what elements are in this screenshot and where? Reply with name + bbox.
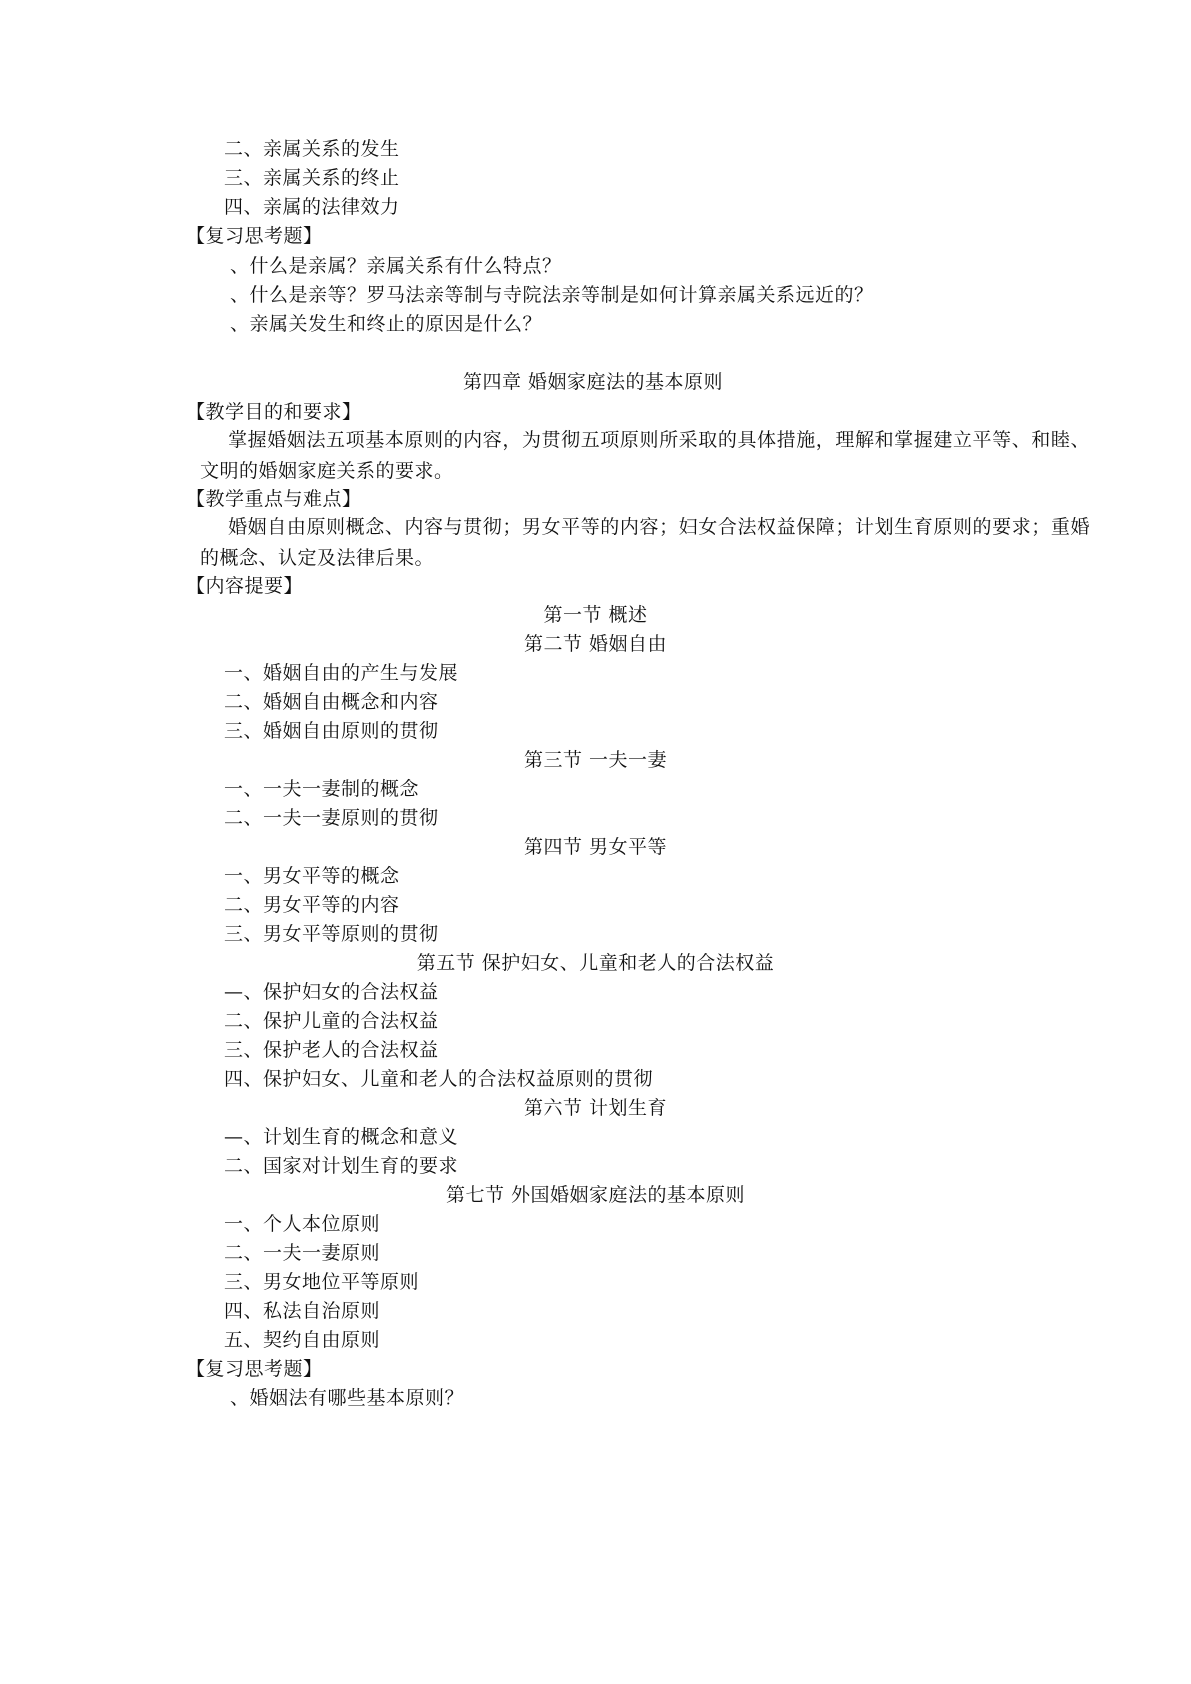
chapter-title: 第四章 婚姻家庭法的基本原则 xyxy=(463,371,724,393)
key-points-paragraph xyxy=(200,512,1090,574)
outline-heading: 【内容提要】 xyxy=(186,575,304,597)
section-title: 第七节 外国婚姻家庭法的基本原则 xyxy=(445,1184,746,1206)
list-item: 二、国家对计划生育的要求 xyxy=(224,1155,459,1177)
section-title: 第六节 计划生育 xyxy=(523,1097,668,1119)
list-item: 二、亲属关系的发生 xyxy=(224,138,400,160)
section-title: 第一节 概述 xyxy=(543,604,648,626)
review-question: 、什么是亲等？罗马法亲等制与寺院法亲等制是如何计算亲属关系远近的？ xyxy=(230,284,874,306)
key-points-heading: 【教学重点与难点】 xyxy=(186,488,362,510)
review-question: 、婚姻法有哪些基本原则？ xyxy=(230,1387,465,1409)
list-item: 二、保护儿童的合法权益 xyxy=(224,1010,439,1032)
review-heading: 【复习思考题】 xyxy=(186,225,323,247)
list-item: 四、保护妇女、儿童和老人的合法权益原则的贯彻 xyxy=(224,1068,654,1090)
list-item: 二、一夫一妻原则 xyxy=(224,1242,381,1264)
review-question: 、亲属关发生和终止的原因是什么？ xyxy=(230,313,543,335)
list-item: 三、男女地位平等原则 xyxy=(224,1271,420,1293)
list-item: 二、一夫一妻原则的贯彻 xyxy=(224,807,439,829)
section-title: 第二节 婚姻自由 xyxy=(523,633,668,655)
section-title: 第五节 保护妇女、儿童和老人的合法权益 xyxy=(416,952,775,974)
list-item: 二、男女平等的内容 xyxy=(224,894,400,916)
list-item: 一、男女平等的概念 xyxy=(224,865,400,887)
list-item: 一、个人本位原则 xyxy=(224,1213,381,1235)
list-item: 四、私法自治原则 xyxy=(224,1300,381,1322)
list-item: —、计划生育的概念和意义 xyxy=(224,1126,459,1148)
objectives-heading: 【教学目的和要求】 xyxy=(186,401,362,423)
key-points-text: 婚姻自由原则概念、内容与贯彻；男女平等的内容；妇女合法权益保障；计划生育原则的要求；重婚的概念、认定及法律后果。 xyxy=(200,516,1090,569)
list-item: 三、亲属关系的终止 xyxy=(224,167,400,189)
section-title: 第三节 一夫一妻 xyxy=(523,749,668,771)
list-item: 一、一夫一妻制的概念 xyxy=(224,778,420,800)
review-heading: 【复习思考题】 xyxy=(186,1358,323,1380)
list-item: 一、婚姻自由的产生与发展 xyxy=(224,662,459,684)
list-item: 三、男女平等原则的贯彻 xyxy=(224,923,439,945)
review-question: 、什么是亲属？亲属关系有什么特点？ xyxy=(230,255,562,277)
list-item: —、保护妇女的合法权益 xyxy=(224,981,439,1003)
objectives-text: 掌握婚姻法五项基本原则的内容，为贯彻五项原则所采取的具体措施，理解和掌握建立平等、和睦、文明的婚姻家庭关系的要求。 xyxy=(200,429,1090,482)
list-item: 二、婚姻自由概念和内容 xyxy=(224,691,439,713)
list-item: 四、亲属的法律效力 xyxy=(224,196,400,218)
objectives-paragraph xyxy=(200,425,1090,487)
list-item: 三、婚姻自由原则的贯彻 xyxy=(224,720,439,742)
list-item: 五、契约自由原则 xyxy=(224,1329,381,1351)
section-title: 第四节 男女平等 xyxy=(523,836,668,858)
list-item: 三、保护老人的合法权益 xyxy=(224,1039,439,1061)
